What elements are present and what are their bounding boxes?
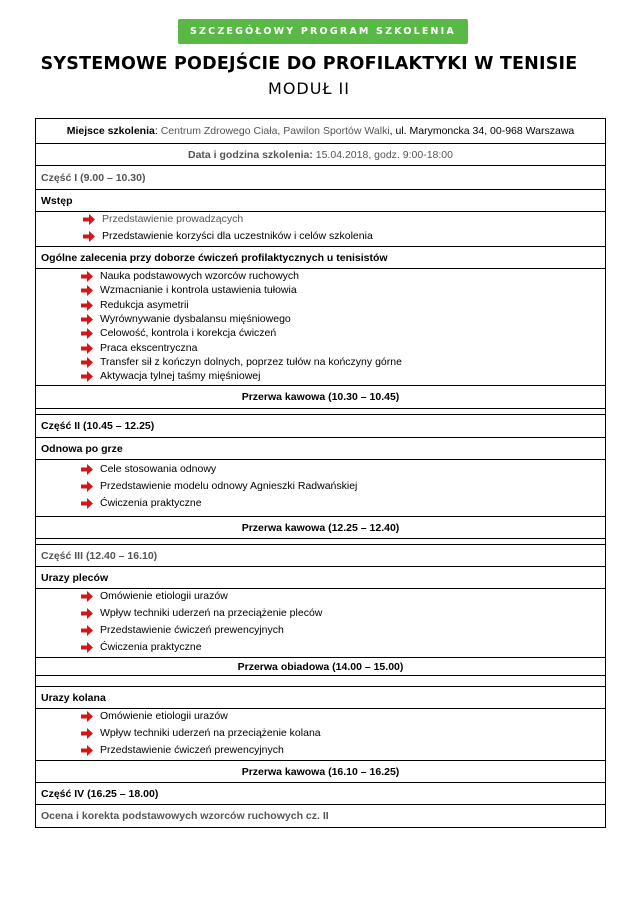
- list-item: [100, 624, 284, 636]
- spacer-row: [36, 675, 605, 686]
- list-item-label: Transfer sił z kończyn dolnych, poprzez tułów na kończyny górne: [100, 355, 402, 368]
- arrow-bullet-icon: [81, 481, 93, 492]
- list-item-label: Ćwiczenia praktyczne: [100, 641, 202, 653]
- arrow-bullet-icon: [81, 464, 93, 475]
- list-item: [100, 270, 299, 282]
- list-item-label: Wyrównywanie dysbalansu mięśniowego: [100, 312, 291, 325]
- list-item: [100, 607, 322, 619]
- list-item: [100, 480, 357, 492]
- back-injury-title: Urazy pleców: [41, 571, 109, 584]
- arrow-bullet-icon: [81, 728, 93, 739]
- list-item: [100, 299, 189, 311]
- arrow-bullet-icon: [81, 285, 93, 296]
- back-injury-list: [36, 588, 605, 657]
- arrow-bullet-icon: [81, 328, 93, 339]
- recovery-title-row: [36, 437, 605, 459]
- part4-topic-row: [36, 804, 605, 827]
- part1-heading: Część I (9.00 – 10.30): [41, 171, 146, 184]
- intro-title-row: [36, 189, 605, 211]
- arrow-bullet-icon: [81, 371, 93, 382]
- knee-injury-title-row: [36, 686, 605, 708]
- arrow-bullet-icon: [83, 214, 95, 225]
- break1-label: Przerwa kawowa (10.30 – 10.45): [241, 391, 400, 403]
- list-item: [100, 744, 284, 756]
- list-item-label: Przedstawienie ćwiczeń prewencyjnych: [100, 624, 284, 636]
- list-item-label: Redukcja asymetrii: [100, 298, 189, 311]
- recovery-title: Odnowa po grze: [41, 442, 123, 455]
- list-item: [100, 590, 228, 602]
- list-item: [100, 313, 291, 325]
- arrow-bullet-icon: [81, 314, 93, 325]
- lunch-label: Przerwa obiadowa (14.00 – 15.00): [237, 660, 404, 673]
- part4-topic: Ocena i korekta podstawowych wzorców ruchowych cz. II: [41, 810, 329, 822]
- knee-injury-title: Urazy kolana: [41, 691, 106, 704]
- list-item-label: Celowość, kontrola i korekcja ćwiczeń: [100, 327, 277, 340]
- date-value: 15.04.2018, godz. 9:00-18:00: [312, 148, 453, 161]
- lunch-row: [36, 657, 605, 675]
- list-item-label: Przedstawienie ćwiczeń prewencyjnych: [100, 744, 284, 756]
- part2-heading-row: [36, 414, 605, 437]
- list-item: [100, 497, 202, 509]
- part4-heading: Część IV (16.25 – 18.00): [41, 787, 159, 800]
- list-item-label: Aktywacja tylnej taśmy mięśniowej: [100, 370, 261, 383]
- list-item-label: Omówienie etiologii urazów: [100, 590, 228, 602]
- general-title-row: [36, 246, 605, 268]
- list-item-label: Wzmacnianie i kontrola ustawienia tułowia: [100, 284, 297, 297]
- break2-label: Przerwa kawowa (12.25 – 12.40): [241, 521, 400, 534]
- schedule-table: [35, 118, 606, 828]
- list-item-label: Nauka podstawowych wzorców ruchowych: [100, 270, 300, 282]
- intro-list: [36, 211, 605, 246]
- arrow-bullet-icon: [81, 711, 93, 722]
- arrow-bullet-icon: [81, 625, 93, 636]
- break1-row: [36, 385, 605, 408]
- arrow-bullet-icon: [81, 608, 93, 619]
- knee-injury-list: [36, 708, 605, 760]
- place-separator: :: [154, 125, 161, 137]
- program-banner: SZCZEGÓŁOWY PROGRAM SZKOLENIA: [178, 19, 468, 44]
- place-value: Centrum Zdrowego Ciała, Pawilon Sportów Walki: [160, 125, 390, 137]
- part4-heading-row: [36, 782, 605, 804]
- list-item-label: Cele stosowania odnowy: [100, 463, 217, 475]
- part1-heading-row: [36, 165, 605, 189]
- list-item-label: Wpływ techniki uderzeń na przeciążenie pleców: [100, 607, 323, 619]
- recovery-list: [36, 459, 605, 516]
- module-subtitle: MODUŁ II: [268, 79, 350, 98]
- list-item-label: Praca ekscentryczna: [100, 341, 198, 354]
- general-title: Ogólne zalecenia przy doborze ćwiczeń profilaktycznych u tenisistów: [41, 251, 388, 264]
- list-item: [100, 356, 402, 368]
- place-address: , ul. Marymoncka 34, 00-968 Warszawa: [389, 125, 575, 137]
- break3-row: [36, 760, 605, 782]
- arrow-bullet-icon: [83, 231, 95, 242]
- general-list: [36, 268, 605, 385]
- list-item: [102, 213, 243, 225]
- list-item: [102, 230, 373, 242]
- break2-row: [36, 516, 605, 538]
- list-item: [100, 327, 276, 339]
- arrow-bullet-icon: [81, 591, 93, 602]
- arrow-bullet-icon: [81, 642, 93, 653]
- date-label: Data i godzina szkolenia:: [188, 148, 313, 161]
- list-item-label: Przedstawienie modelu odnowy Agnieszki Radwańskiej: [100, 480, 358, 492]
- place-label: Miejsce szkolenia: [66, 125, 155, 137]
- arrow-bullet-icon: [81, 357, 93, 368]
- list-item: [100, 284, 297, 296]
- break3-label: Przerwa kawowa (16.10 – 16.25): [241, 765, 400, 778]
- list-item-label: Omówienie etiologii urazów: [100, 710, 228, 722]
- arrow-bullet-icon: [81, 498, 93, 509]
- place-row: [36, 119, 605, 143]
- list-item-label: Przedstawienie prowadzących: [102, 213, 244, 225]
- list-item: [100, 641, 202, 653]
- list-item: [100, 463, 216, 475]
- arrow-bullet-icon: [81, 271, 93, 282]
- list-item-label: Ćwiczenia praktyczne: [100, 497, 202, 509]
- list-item: [100, 727, 321, 739]
- part2-heading: Część II (10.45 – 12.25): [41, 420, 155, 432]
- intro-title: Wstęp: [41, 194, 73, 207]
- page-title: SYSTEMOWE PODEJŚCIE DO PROFILAKTYKI W TENISIE: [40, 54, 578, 74]
- list-item-label: Wpływ techniki uderzeń na przeciążenie kolana: [100, 727, 321, 739]
- list-item-label: Przedstawienie korzyści dla uczestników i celów szkolenia: [102, 230, 373, 242]
- arrow-bullet-icon: [81, 300, 93, 311]
- date-row: [36, 143, 605, 165]
- part3-heading-row: [36, 544, 605, 566]
- arrow-bullet-icon: [81, 343, 93, 354]
- part3-heading: Część III (12.40 – 16.10): [41, 549, 158, 562]
- list-item: [100, 710, 228, 722]
- list-item: [100, 370, 260, 382]
- list-item: [100, 342, 197, 354]
- arrow-bullet-icon: [81, 745, 93, 756]
- back-injury-title-row: [36, 566, 605, 588]
